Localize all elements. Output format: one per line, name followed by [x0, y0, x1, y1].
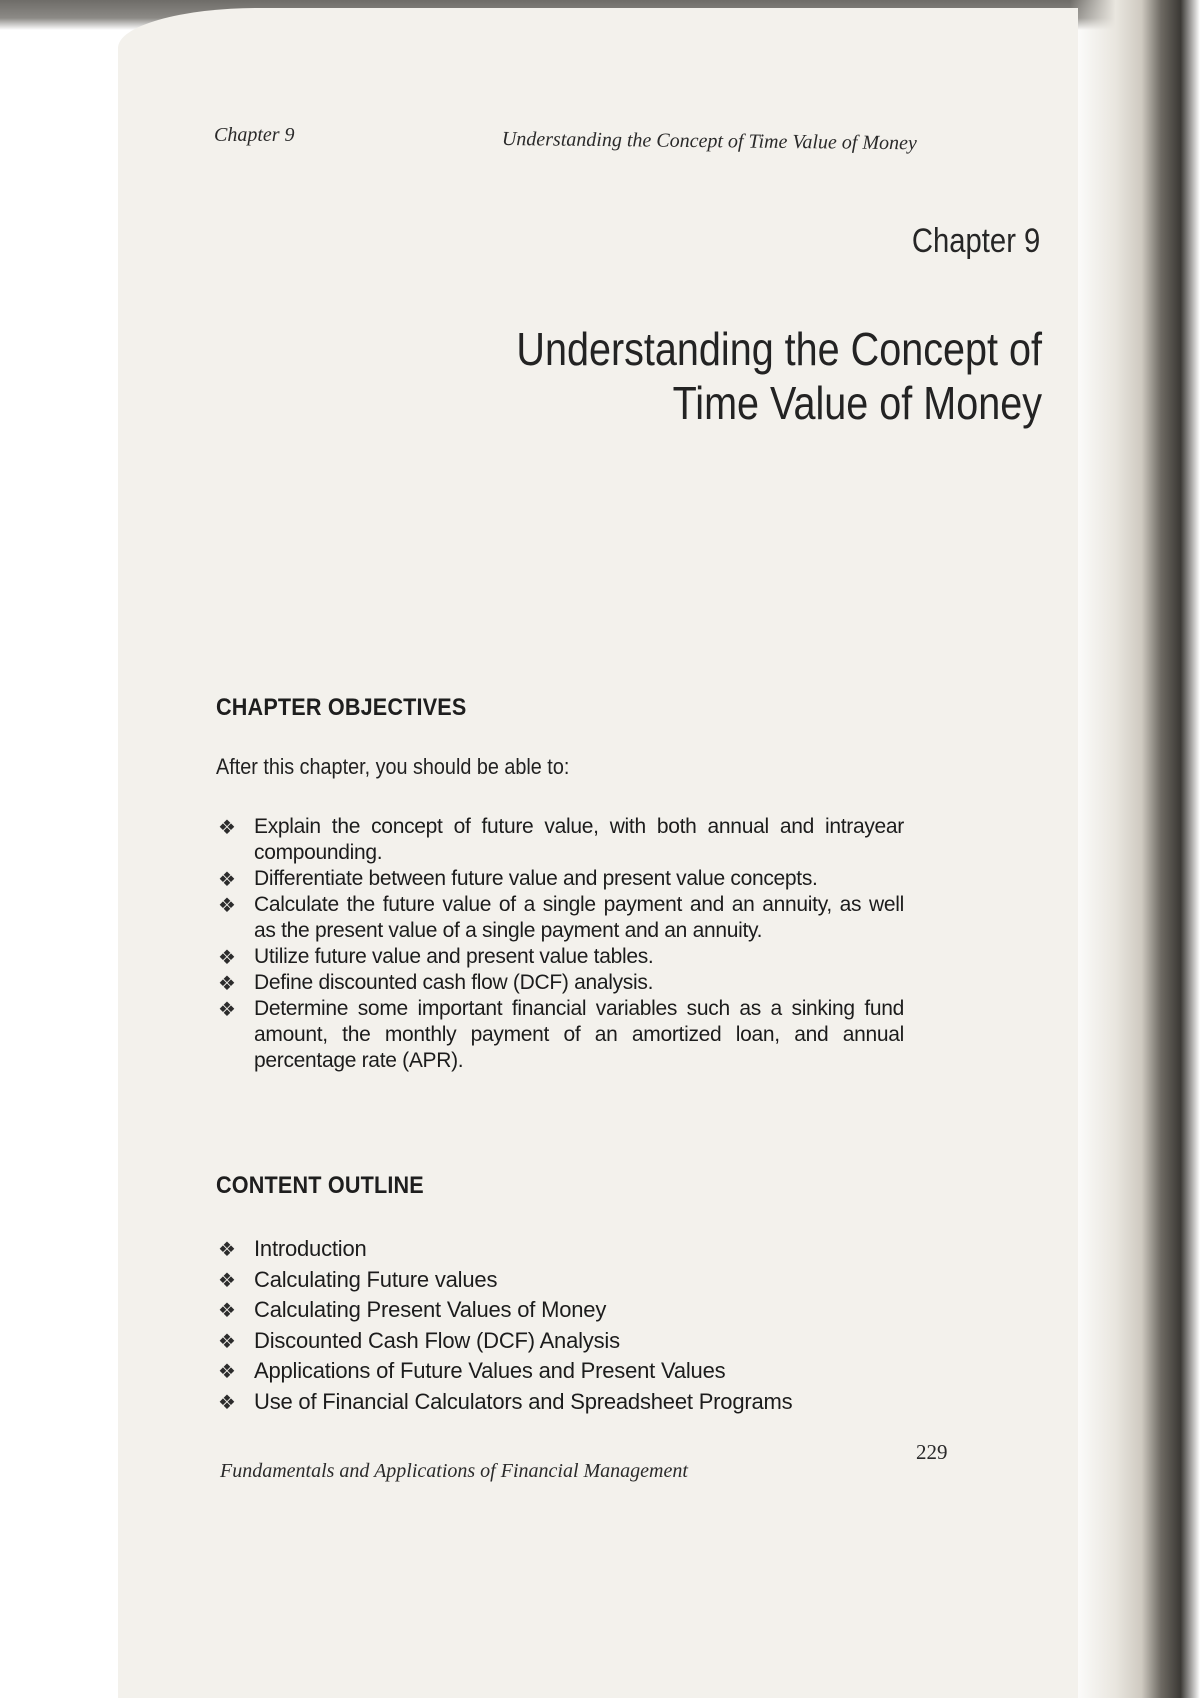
- objective-text: Differentiate between future value and present value concepts.: [254, 867, 818, 890]
- outline-item: [214, 1387, 934, 1418]
- four-diamond-bullet-icon: ❖: [218, 1359, 236, 1383]
- outline-item: [214, 1326, 934, 1357]
- outline-text: Calculating Future values: [254, 1266, 498, 1292]
- objective-item: [214, 892, 904, 944]
- four-diamond-bullet-icon: ❖: [218, 945, 236, 969]
- four-diamond-bullet-icon: ❖: [218, 1389, 236, 1414]
- objective-item: [214, 944, 904, 970]
- four-diamond-bullet-icon: ❖: [218, 867, 236, 891]
- four-diamond-bullet-icon: ❖: [218, 997, 236, 1021]
- four-diamond-bullet-icon: ❖: [218, 1267, 236, 1292]
- outline-text: Use of Financial Calculators and Spreadsheet Programs: [254, 1388, 793, 1414]
- objectives-heading: CHAPTER OBJECTIVES: [216, 694, 467, 721]
- outline-list: [214, 1234, 934, 1417]
- running-head-chapter: Chapter 9: [214, 124, 295, 146]
- chapter-title-line-2: Time Value of Money: [672, 377, 1042, 429]
- four-diamond-bullet-icon: ❖: [218, 971, 236, 995]
- chapter-title: [423, 322, 1042, 430]
- four-diamond-bullet-icon: ❖: [218, 1298, 236, 1322]
- book-spine-shadow: [1070, 0, 1200, 1698]
- footer-book-title: Fundamentals and Applications of Financial Management: [220, 1460, 688, 1482]
- outline-text: Applications of Future Values and Present Values: [254, 1358, 726, 1383]
- outline-item: [214, 1234, 934, 1265]
- objective-text: Calculate the future value of a single payment and an annuity, as well as the present value of a single payment and an annuity.: [254, 893, 904, 942]
- chapter-title-line-1: Understanding the Concept of: [516, 323, 1042, 375]
- objectives-list: [214, 814, 904, 1074]
- outline-text: Calculating Present Values of Money: [254, 1297, 607, 1322]
- outline-item: [214, 1356, 934, 1387]
- page-number: 229: [916, 1440, 948, 1464]
- book-page: [118, 8, 1078, 1698]
- four-diamond-bullet-icon: ❖: [218, 1237, 236, 1261]
- four-diamond-bullet-icon: ❖: [218, 1328, 236, 1353]
- objective-text: Define discounted cash flow (DCF) analysis.: [254, 971, 654, 994]
- objective-item: [214, 814, 904, 866]
- objective-item: [214, 866, 904, 892]
- outline-item: [214, 1265, 934, 1296]
- outline-text: Discounted Cash Flow (DCF) Analysis: [254, 1327, 620, 1353]
- objective-item: [214, 970, 904, 996]
- running-head-title: Understanding the Concept of Time Value of Money: [501, 128, 917, 155]
- objective-text: Determine some important financial variables such as a sinking fund amount, the monthly payment of an amortized loan, and annual percentage rate (APR).: [254, 997, 904, 1072]
- four-diamond-bullet-icon: ❖: [218, 815, 236, 839]
- objective-item: [214, 996, 904, 1074]
- objective-text: Explain the concept of future value, with both annual and intrayear compounding.: [254, 815, 904, 864]
- objective-text: Utilize future value and present value tables.: [254, 945, 654, 968]
- four-diamond-bullet-icon: ❖: [218, 893, 236, 917]
- chapter-label: Chapter 9: [911, 222, 1040, 260]
- outline-text: Introduction: [254, 1236, 367, 1261]
- outline-heading: CONTENT OUTLINE: [216, 1172, 424, 1199]
- outline-item: [214, 1295, 934, 1326]
- objectives-intro: After this chapter, you should be able to:: [216, 754, 570, 779]
- page-content: [118, 8, 1078, 1698]
